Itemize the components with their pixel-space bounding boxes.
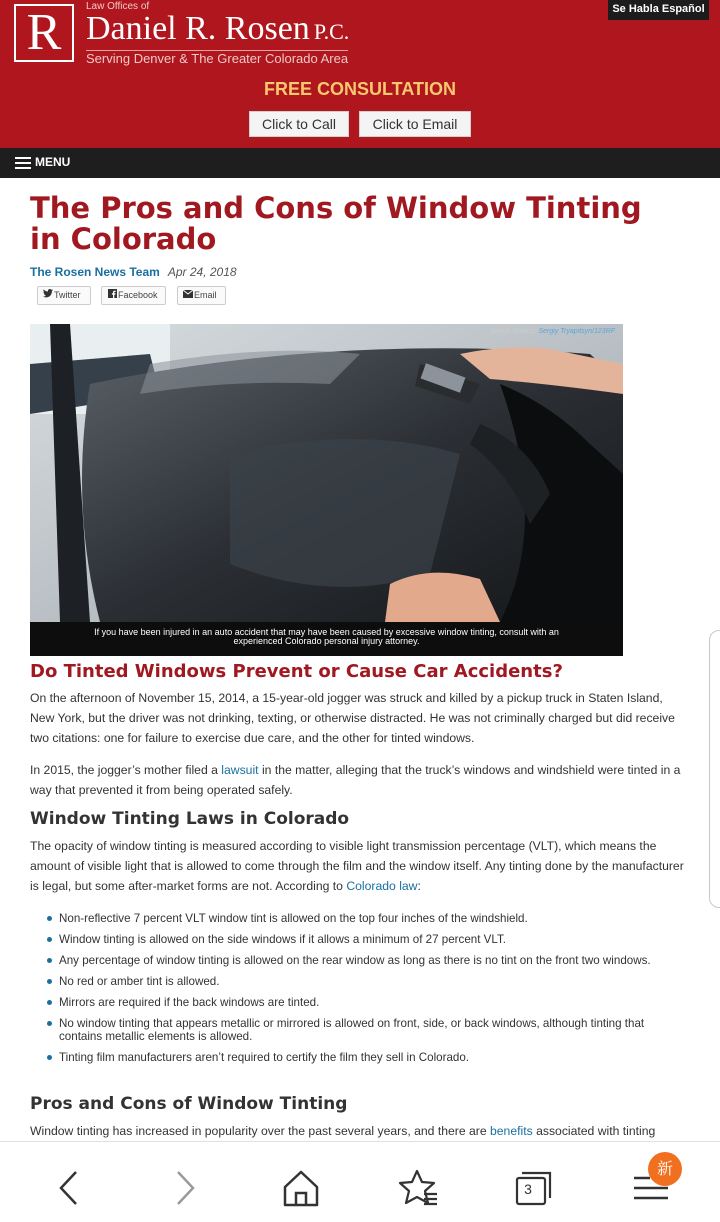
share-facebook-button[interactable] <box>101 286 166 305</box>
firm-tagline: Serving Denver & The Greater Colorado Area <box>86 51 349 66</box>
firm-name-text: Daniel R. Rosen <box>86 10 310 47</box>
image-source-prefix: Image Source: <box>491 328 537 335</box>
benefits-link[interactable]: benefits <box>490 1124 533 1138</box>
firm-name[interactable] <box>86 10 349 48</box>
list-item: Tinting film manufacturers aren’t required to certify the film they sell in Colorado. <box>46 1051 686 1064</box>
list-item: Mirrors are required if the back windows are tinted. <box>46 996 686 1009</box>
paragraph-2-start: In 2015, the jogger’s mother filed a <box>30 763 222 777</box>
publish-date: Apr 24, 2018 <box>167 265 237 279</box>
paragraph-4-start: Window tinting has increased in popularity over the past several years, and there are <box>30 1124 490 1138</box>
byline <box>30 265 237 279</box>
forward-button[interactable] <box>160 1166 210 1210</box>
new-badge[interactable]: 新 <box>648 1152 682 1186</box>
share-twitter-button[interactable] <box>37 286 91 305</box>
site-header <box>0 0 720 148</box>
paragraph-4 <box>30 1121 686 1141</box>
colorado-law-link[interactable]: Colorado law <box>346 879 418 893</box>
free-consultation-heading: FREE CONSULTATION <box>264 79 456 99</box>
menu-label[interactable]: MENU <box>35 155 71 169</box>
share-twitter-label: Twitter <box>54 290 81 300</box>
espanol-button[interactable]: Se Habla Español <box>608 0 709 20</box>
section-heading-accidents: Do Tinted Windows Prevent or Cause Car Accidents? <box>30 661 563 682</box>
image-caption: If you have been injured in an auto accident that may have been caused by excessive window tinting, consult with an experienced Colorado personal injury attorney. <box>30 622 623 656</box>
facebook-icon <box>106 287 118 304</box>
section-heading-pros-cons: Pros and Cons of Window Tinting <box>30 1094 348 1114</box>
share-email-label: Email <box>194 290 217 300</box>
paragraph-4-end: associated with tinting <box>532 1124 656 1138</box>
list-item: No window tinting that appears metallic or mirrored is allowed on front, side, or back windows, although tinting that contains metallic elements is allowed. <box>46 1017 686 1043</box>
list-item: Window tinting is allowed on the side windows if it allows a minimum of 27 percent VLT. <box>46 933 686 946</box>
tinting-photo <box>30 324 623 622</box>
home-icon <box>276 1166 326 1210</box>
paragraph-3-start: The opacity of window tinting is measured according to visible light transmission percentage (VLT), which means the amount of visible light that is allowed to come through the film and the window itself. Any tinting done by the manufacturer is legal, but some after-market forms are not. According to <box>30 839 684 893</box>
paragraph-2 <box>30 760 686 800</box>
logo[interactable] <box>14 4 74 62</box>
twitter-icon <box>42 287 54 304</box>
browser-toolbar <box>0 1141 720 1222</box>
paragraph-2-end: in the matter, alleging that the truck’s windows and windshield were tinted in a way that prevented it from being operated safely. <box>30 763 681 797</box>
logo-letter: R <box>26 4 62 61</box>
paragraph-3 <box>30 836 686 896</box>
edge-panel-handle[interactable] <box>709 630 720 908</box>
section-heading-laws: Window Tinting Laws in Colorado <box>30 809 350 829</box>
image-source-credit <box>491 328 615 335</box>
share-facebook-label: Facebook <box>118 290 158 300</box>
tab-count: 3 <box>524 1181 532 1197</box>
click-to-email-button[interactable]: Click to Email <box>359 111 471 137</box>
back-button[interactable] <box>44 1166 94 1210</box>
share-email-button[interactable] <box>177 286 226 305</box>
list-item: No red or amber tint is allowed. <box>46 975 686 988</box>
click-to-call-button[interactable]: Click to Call <box>249 111 349 137</box>
bookmarks-button[interactable] <box>393 1166 443 1210</box>
firm-prefix: Law Offices of <box>86 1 150 12</box>
list-item: Non-reflective 7 percent VLT window tint is allowed on the top four inches of the windshield. <box>46 912 686 925</box>
list-item: Any percentage of window tinting is allowed on the rear window as long as there is no tint on the front two windows. <box>46 954 686 967</box>
article-image[interactable] <box>30 324 623 656</box>
email-icon <box>182 287 194 304</box>
paragraph-1: On the afternoon of November 15, 2014, a 15-year-old jogger was struck and killed by a pickup truck in Staten Island, New York, but the driver was not drinking, texting, or otherwise distracted. He was not criminally charged but did receive two citations: one for failure to exercise due care, and the other for tinted windows. <box>30 691 675 745</box>
lawsuit-link[interactable]: lawsuit <box>221 763 259 777</box>
hamburger-icon[interactable] <box>15 157 31 169</box>
article-title: The Pros and Cons of Window Tinting in Colorado <box>30 191 642 256</box>
firm-suffix: P.C. <box>313 19 350 44</box>
paragraph-3-end: : <box>417 879 421 893</box>
tabs-button[interactable] <box>508 1166 558 1210</box>
home-button[interactable] <box>276 1166 326 1210</box>
star-list-icon <box>393 1166 443 1210</box>
menu-bar[interactable] <box>0 148 720 178</box>
author-link[interactable]: The Rosen News Team <box>30 265 160 279</box>
tinting-laws-list <box>46 912 686 1072</box>
chevron-left-icon <box>44 1166 94 1210</box>
image-source-link[interactable]: Sergiy Tryapitsyn/123RF <box>538 328 615 335</box>
chevron-right-icon <box>160 1166 210 1210</box>
